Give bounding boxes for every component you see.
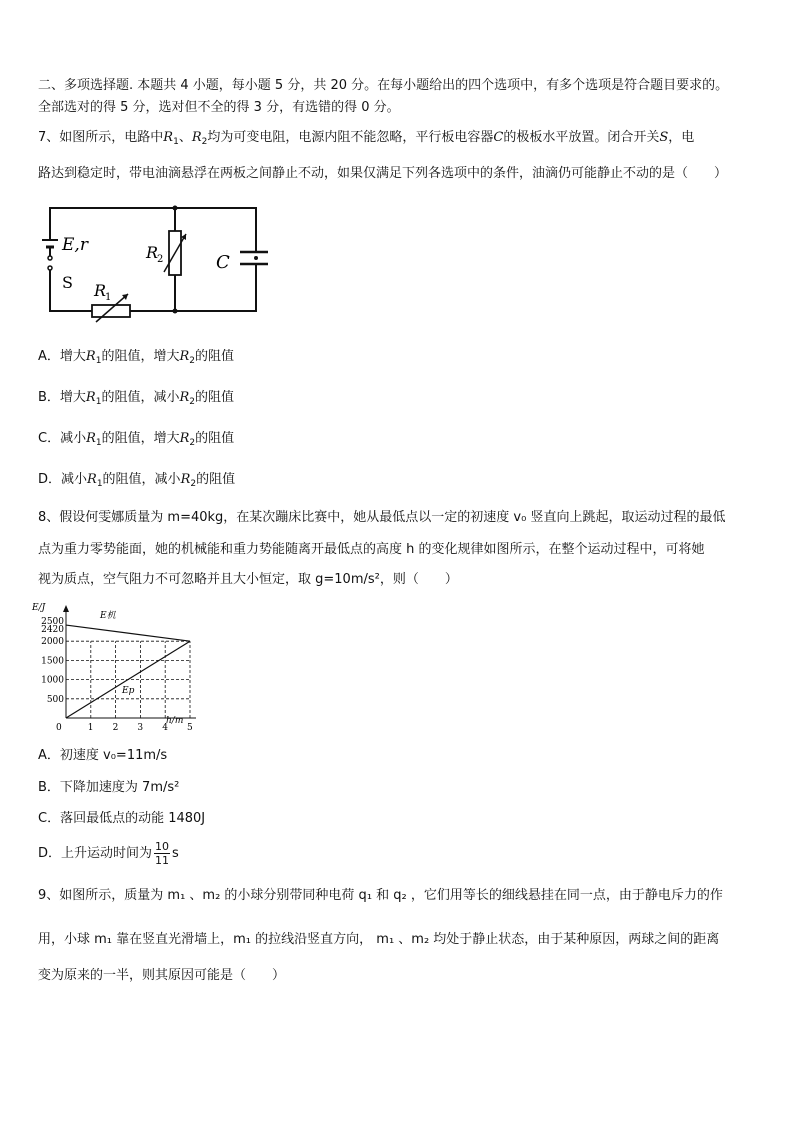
option-a: A．增大$R_1$的阻值，增大$R_2$的阻值 xyxy=(38,349,234,366)
question-8-line-3: 视为质点，空气阻力不可忽略并且大小恒定，取 g=10m/s²，则（ ） xyxy=(38,572,458,587)
question-9-line-3: 变为原来的一半，则其原因可能是（ ） xyxy=(38,968,286,983)
y-axis-arrow xyxy=(63,605,69,612)
question-9-line-1: 9、如图所示，质量为 m₁ 、m₂ 的小球分别带同种电荷 q₁ 和 q₂ ，它们用等长的细线悬挂在同一点，由于静电斥力的作 xyxy=(38,888,723,903)
series-label-potential-energy: Ep xyxy=(122,686,135,696)
question-8-line-2: 点为重力零势能面，她的机械能和重力势能随离开最低点的高度 h 的变化规律如图所示，在整个运动过程中，可将她 xyxy=(38,542,705,557)
r1-label-sub: 1 xyxy=(105,292,112,303)
circuit-diagram xyxy=(38,200,268,330)
fraction: $\frac{10}{11}$ xyxy=(155,840,170,867)
question-number: 9、 xyxy=(38,888,60,903)
y-axis-label: E/J xyxy=(32,603,46,613)
question-7-line-1: 7、如图所示，电路中$R_1$、$R_2$均为可变电阻，电源内阻不能忽略，平行板电容器C的极板水平放置。闭合开关S，电 xyxy=(38,130,695,147)
question-9-line-2: 用，小球 m₁ 靠在竖直光滑墙上，m₁ 的拉线沿竖直方向， m₁ 、m₂ 均处于静止状态，由于某种原因，两球之间的距离 xyxy=(38,932,720,947)
series-line-mechanical-energy xyxy=(66,625,190,641)
x-tick-label: 2 xyxy=(112,723,119,733)
question-8-line-1: 8、假设何雯娜质量为 m=40kg，在某次蹦床比赛中，她从最低点以一定的初速度 v₀ 竖直向上跳起，取运动过程的最低 xyxy=(38,510,726,525)
q8-option-c: C．落回最低点的动能 1480J xyxy=(38,811,206,826)
switch-label: S xyxy=(62,273,73,292)
y-tick-label: 2500 xyxy=(41,617,64,627)
x-tick-label: 4 xyxy=(162,723,168,733)
y-tick-label: 2420 xyxy=(41,625,64,636)
section-heading-line-2: 全部选对的得 5 分，选对但不全的得 3 分，有选错的得 0 分。 xyxy=(38,100,400,115)
x-tick-label: 3 xyxy=(137,723,144,733)
y-tick-label: 2000 xyxy=(41,637,64,648)
y-tick-label: 1000 xyxy=(41,675,64,686)
r2-label: R xyxy=(146,243,159,262)
r1-label: R xyxy=(94,281,107,300)
capacitor-label: C xyxy=(216,252,230,273)
x-tick-label: 0 xyxy=(56,723,62,733)
question-number: 7、 xyxy=(38,130,60,145)
y-tick-label: 1500 xyxy=(41,656,64,667)
series-label-mechanical-energy: E机 xyxy=(100,611,116,621)
r2-label-sub: 2 xyxy=(157,254,164,265)
option-b: B．增大$R_1$的阻值，减小$R_2$的阻值 xyxy=(38,390,235,407)
q8-option-b: B．下降加速度为 7m/s² xyxy=(38,780,180,795)
source-label: E,r xyxy=(62,235,88,255)
option-c: C．减小$R_1$的阻值，增大$R_2$的阻值 xyxy=(38,431,235,448)
section-heading-line-1: 二、多项选择题. 本题共 4 小题，每小题 5 分，共 20 分。在每小题给出的四个选项中，有多个选项是符合题目要求的。 xyxy=(38,78,729,93)
x-tick-label: 1 xyxy=(87,723,94,733)
q8-option-d: D．上升运动时间为 $\frac{10}{11}$ s xyxy=(38,840,179,867)
question-number: 8、 xyxy=(38,510,60,525)
y-tick-label: 500 xyxy=(46,694,64,705)
option-d: D．减小$R_1$的阻值，减小$R_2$的阻值 xyxy=(38,472,236,489)
x-axis-label: h/m xyxy=(166,716,184,726)
q8-option-a: A．初速度 v₀=11m/s xyxy=(38,748,168,763)
x-tick-label: 5 xyxy=(187,723,193,733)
question-7-line-2: 路达到稳定时，带电油滴悬浮在两板之间静止不动，如果仅满足下列各选项中的条件，油滴仍可能静止不动的是（ ） xyxy=(38,166,728,181)
energy-height-chart xyxy=(30,600,200,740)
